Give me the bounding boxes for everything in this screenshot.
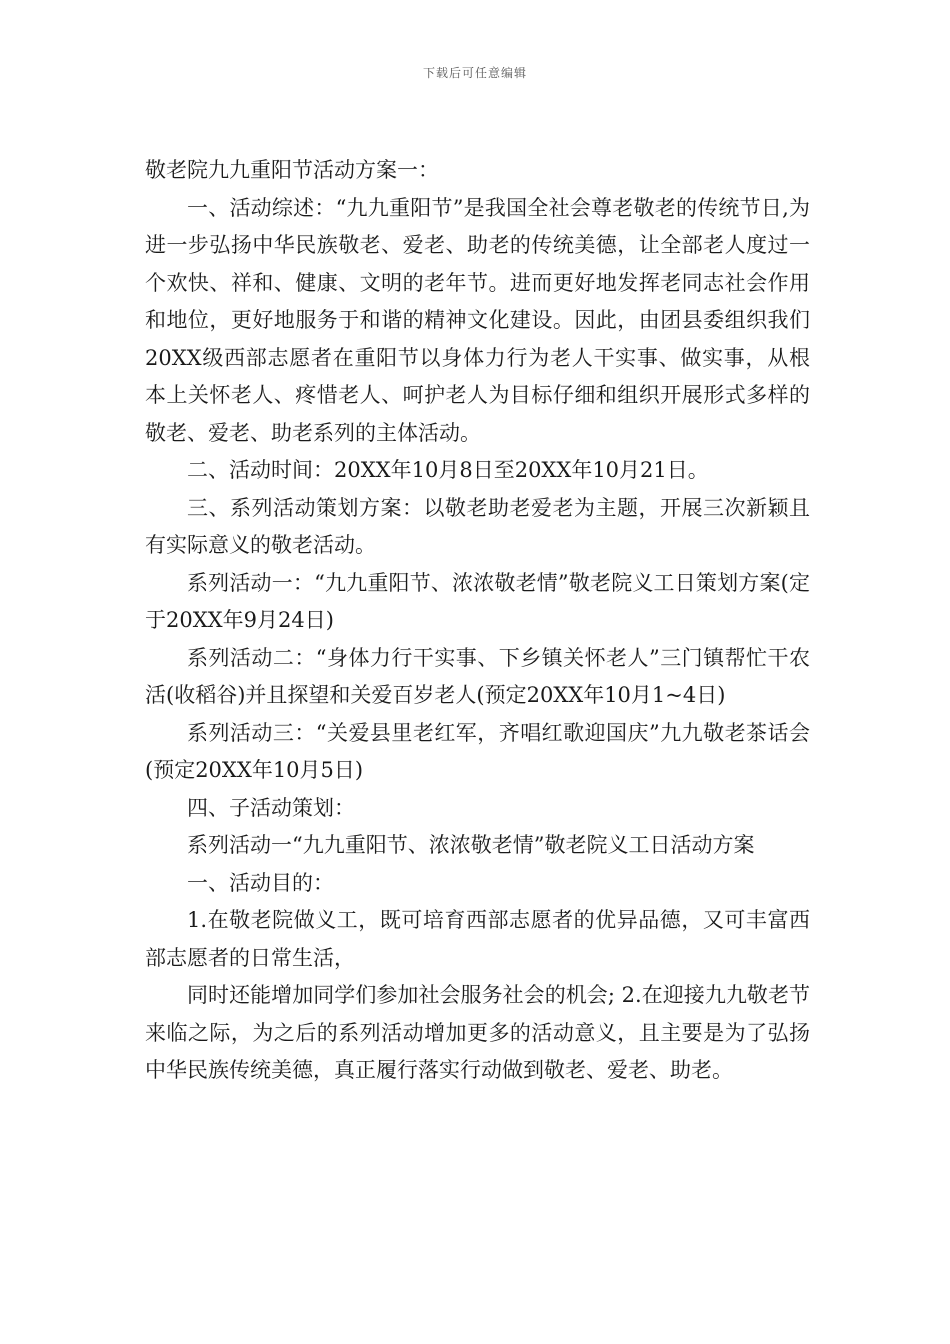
- paragraph-sub-activity-title: 系列活动一“九九重阳节、浓浓敬老情”敬老院义工日活动方案: [187, 833, 755, 857]
- paragraph-activity-three: 系列活动三：“关爱县里老红军，齐唱红歌迎国庆”九九敬老茶话会(预定20XX年10月5日): [145, 720, 810, 782]
- paragraph-overview: 一、活动综述：“九九重阳节”是我国全社会尊老敬老的传统节日,为进一步弘扬中华民族敬老、爱老、助老的传统美德，让全部老人度过一个欢快、祥和、健康、文明的老年节。进而更好地发挥老同志社会作用和地位，更好地服务于和谐的精神文化建设。因此，由团县委组织我们20XX级西部志愿者在重阳节以身体力行为老人干实事、做实事，从根本上关怀老人、疼惜老人、呵护老人为目标仔细和组织开展形式多样的敬老、爱老、助老系列的主体活动。: [145, 195, 810, 445]
- paragraph-purpose-heading: 一、活动目的：: [187, 870, 334, 895]
- document-title: 敬老院九九重阳节活动方案一：: [145, 158, 439, 182]
- document-body: [145, 152, 810, 1090]
- paragraph-time: 二、活动时间：20XX年10月8日至20XX年10月21日。: [187, 458, 709, 482]
- paragraph-plan: 三、系列活动策划方案：以敬老助老爱老为主题，开展三次新颖且有实际意义的敬老活动。: [145, 495, 810, 557]
- page-header: 下载后可任意编辑: [422, 66, 527, 80]
- paragraph-activity-two: 系列活动二：“身体力行干实事、下乡镇关怀老人”三门镇帮忙干农活(收稻谷)并且探望和关爱百岁老人(预定20XX年10月1~4日): [145, 645, 810, 707]
- paragraph-sub-activity-heading: 四、子活动策划：: [187, 795, 355, 820]
- paragraph-purpose-two: 同时还能增加同学们参加社会服务社会的机会; 2.在迎接九九敬老节来临之际，为之后的系列活动增加更多的活动意义，且主要是为了弘扬中华民族传统美德，真正履行落实行动做到敬老、爱老、助老。: [145, 983, 810, 1082]
- paragraph-purpose-one: 1.在敬老院做义工，既可培育西部志愿者的优异品德，又可丰富西部志愿者的日常生活，: [145, 908, 810, 970]
- paragraph-activity-one: 系列活动一：“九九重阳节、浓浓敬老情”敬老院义工日策划方案(定于20XX年9月24日): [145, 570, 810, 632]
